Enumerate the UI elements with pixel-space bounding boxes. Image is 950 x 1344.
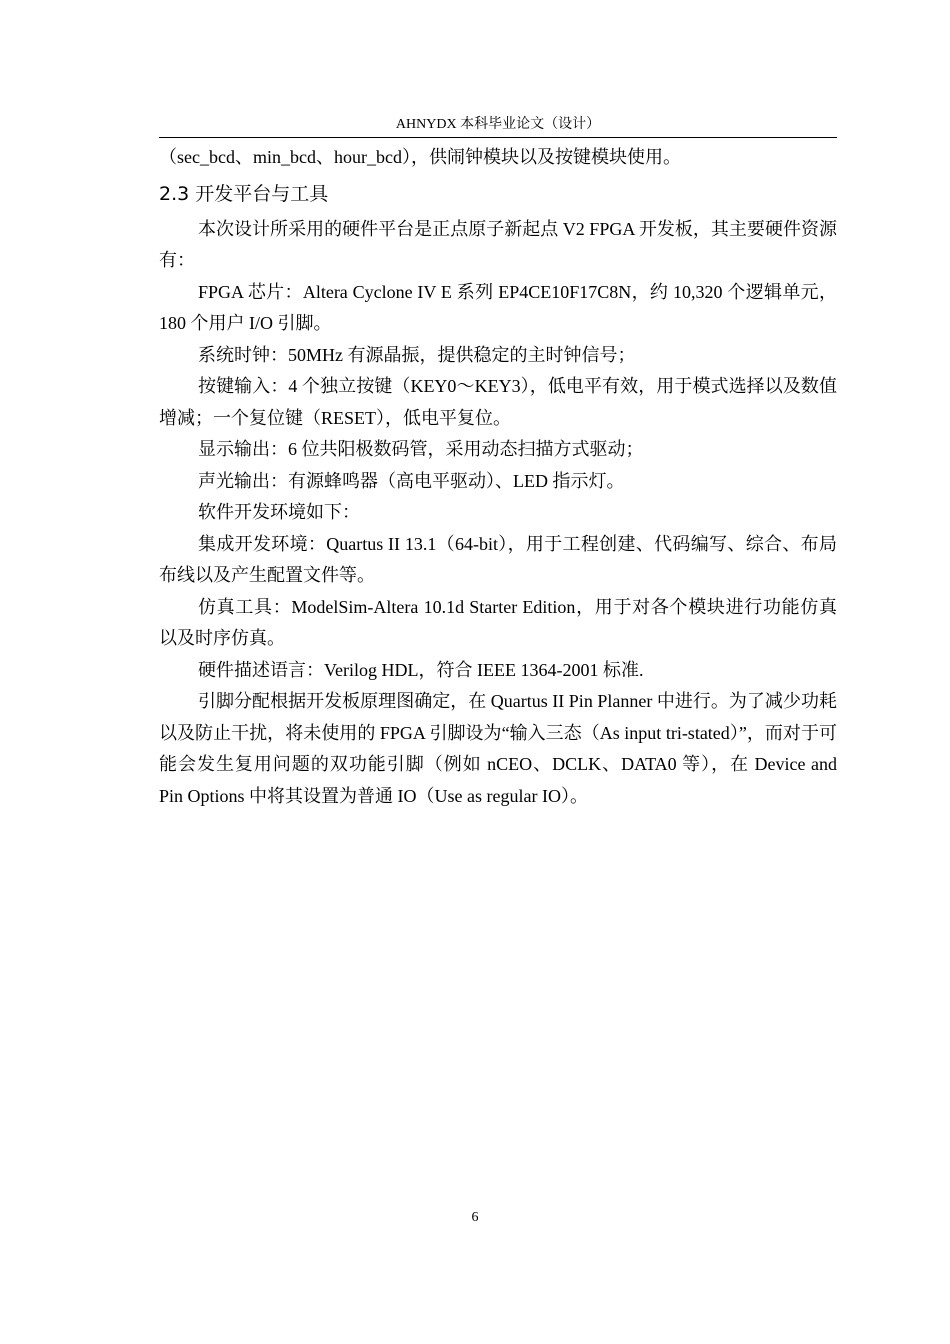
paragraph-pin-assignment: 引脚分配根据开发板原理图确定，在 Quartus II Pin Planner 中进行。为了减少功耗以及防止干扰，将未使用的 FPGA 引脚设为“输入三态（As input tri-stated）”，而对于可能会发生复用问题的双功能引脚（例如 nCEO、DCLK、DATA0 等），在 Device and Pin Options 中将其设置为普通 IO（Use as regular IO）。	[159, 691, 837, 806]
paragraph-system-clock: 系统时钟：50MHz 有源晶振，提供稳定的主时钟信号；	[198, 344, 636, 365]
paragraph-software-intro: 软件开发环境如下：	[198, 502, 360, 522]
paragraph-fpga-chip: FPGA 芯片：Altera Cyclone IV E 系列 EP4CE10F17C8N，约 10,320 个逻辑单元，180 个用户 I/O 引脚。	[159, 281, 837, 333]
paragraph-hardware-intro: 本次设计所采用的硬件平台是正点原子新起点 V2 FPGA 开发板，其主要硬件资源有：	[159, 218, 837, 270]
continuation-paragraph: （sec_bcd、min_bcd、hour_bcd），供闹钟模块以及按键模块使用。	[159, 147, 681, 167]
page-header: AHNYDX 本科毕业论文（设计）	[159, 113, 837, 138]
paragraph-hdl: 硬件描述语言：Verilog HDL，符合 IEEE 1364-2001 标准.	[198, 659, 644, 680]
page-number: 6	[471, 1210, 479, 1225]
paragraph-key-input: 按键输入：4 个独立按键（KEY0～KEY3），低电平有效，用于模式选择以及数值增减；一个复位键（RESET），低电平复位。	[159, 376, 837, 428]
paragraph-ide: 集成开发环境：Quartus II 13.1（64-bit），用于工程创建、代码编写、综合、布局布线以及产生配置文件等。	[159, 533, 837, 585]
page-body	[159, 142, 837, 812]
paragraph-display-output: 显示输出：6 位共阳极数码管，采用动态扫描方式驱动；	[198, 439, 644, 459]
paragraph-simulation-tool: 仿真工具：ModelSim-Altera 10.1d Starter Edition，用于对各个模块进行功能仿真以及时序仿真。	[159, 596, 837, 648]
section-heading: 2.3 开发平台与工具	[159, 182, 329, 205]
paragraph-sound-light-output: 声光输出：有源蜂鸣器（高电平驱动）、LED 指示灯。	[198, 470, 625, 491]
